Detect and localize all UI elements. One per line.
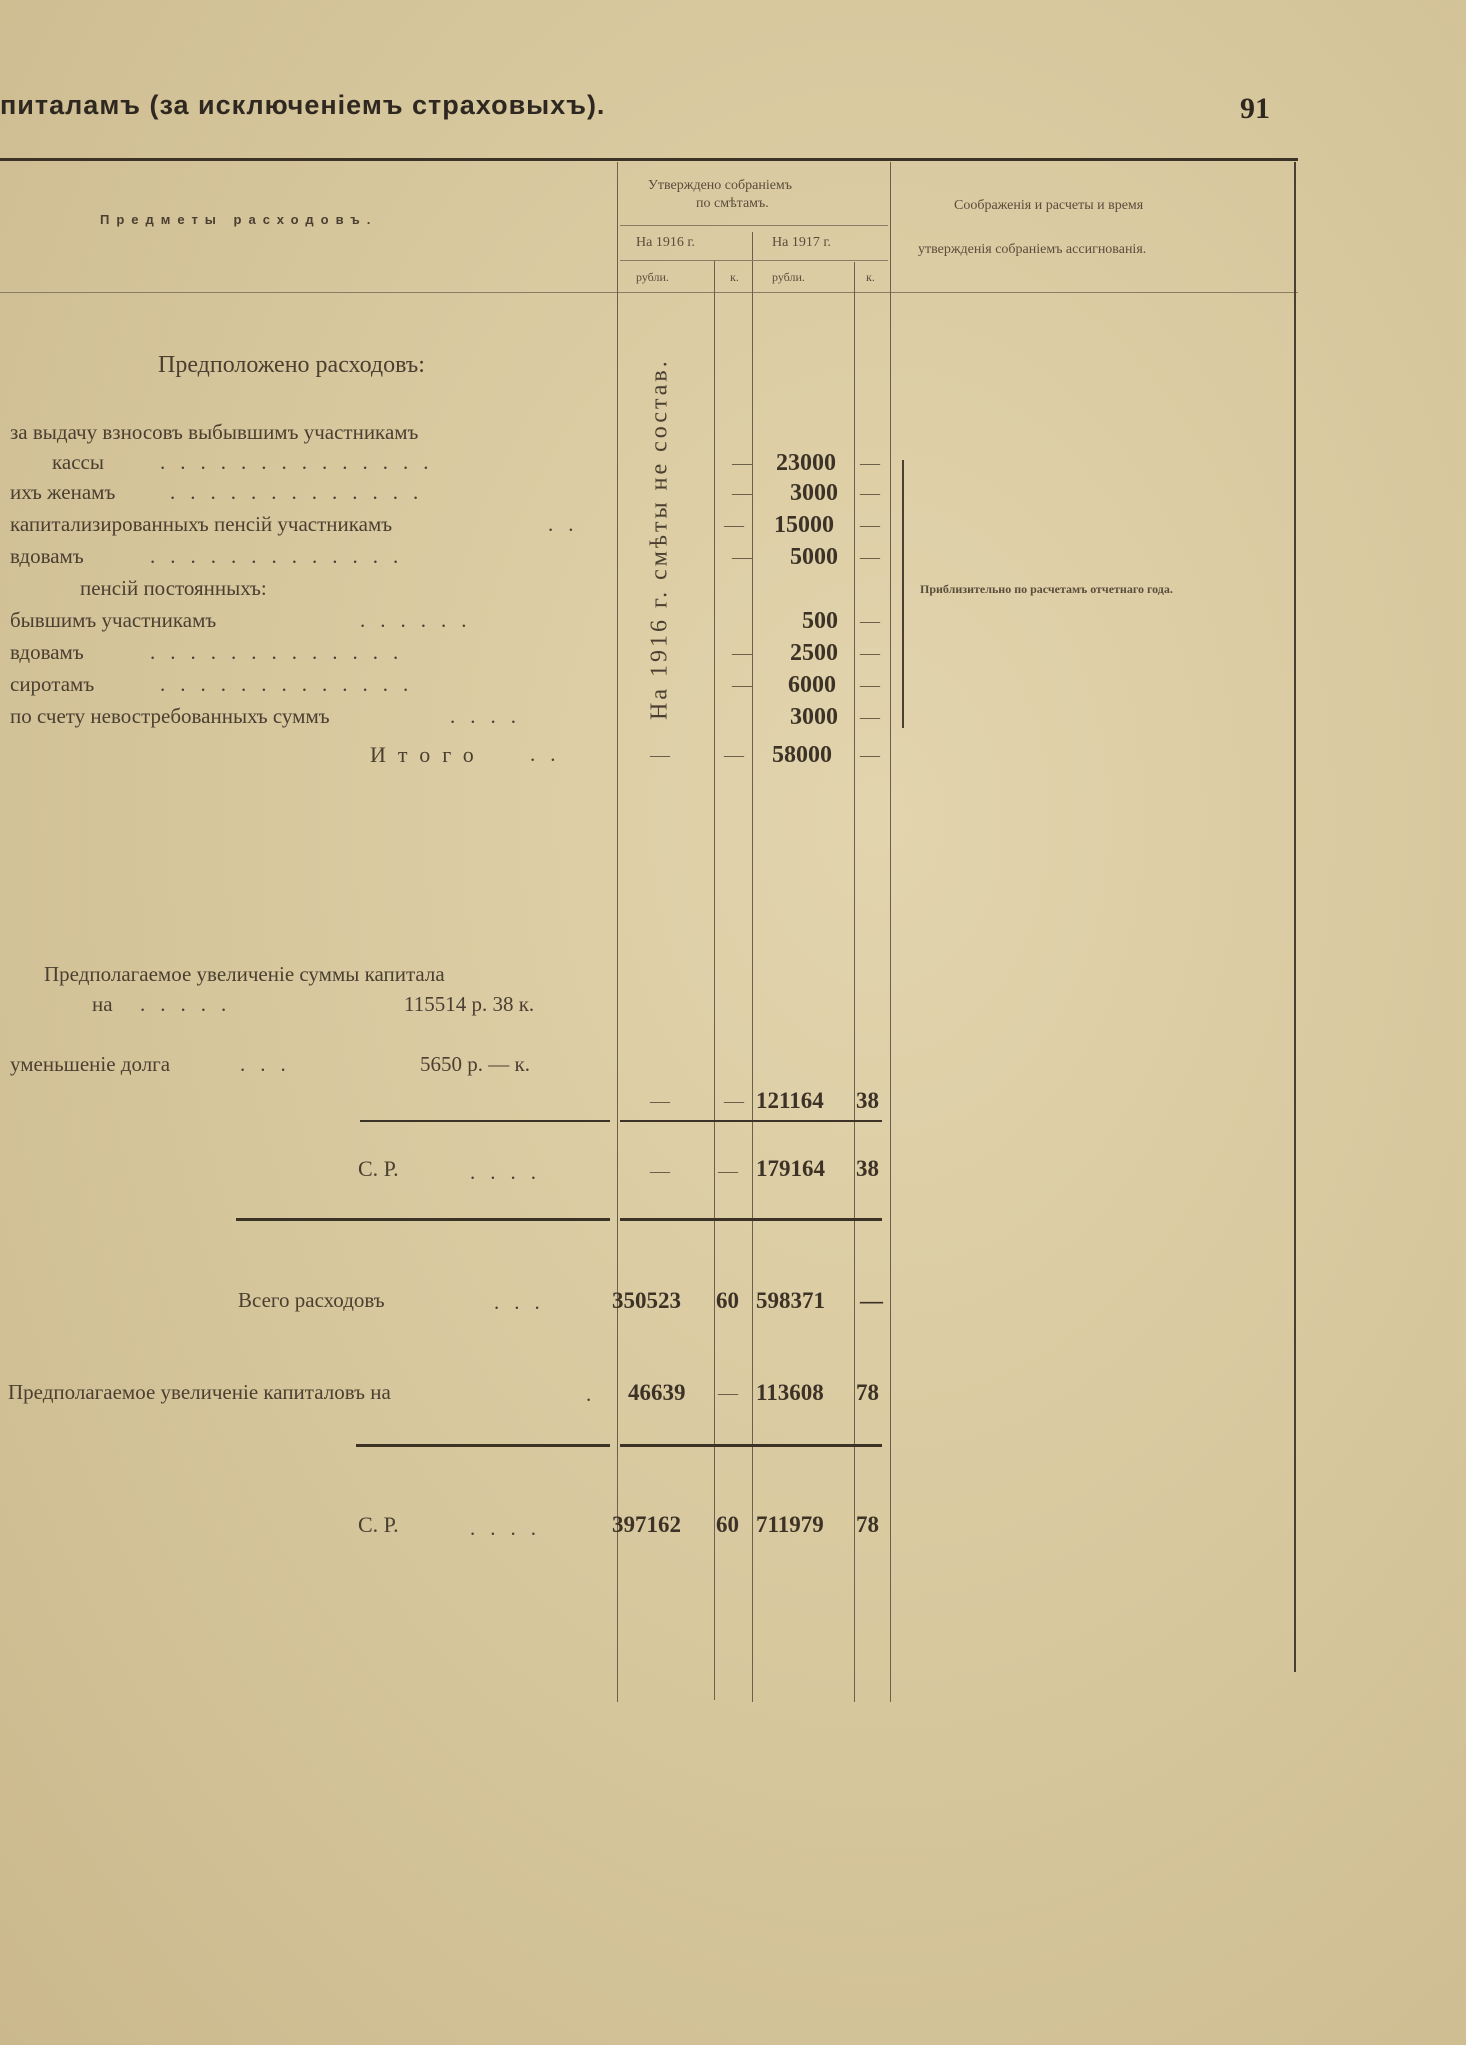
total-label: Итого [370, 742, 486, 767]
total-amount: 58000 [772, 742, 832, 768]
row-amount-7: 2500 [790, 640, 838, 666]
group-brace [902, 460, 904, 728]
row-kop-6: — [860, 610, 880, 632]
row-dash-3: — [724, 514, 744, 536]
row-amount-9: 3000 [790, 704, 838, 730]
top-rule [0, 158, 1298, 161]
row-dash-8: — [732, 674, 752, 696]
capital-increase-kop-1916: — [718, 1382, 738, 1404]
sr1-dash-1916-kop: — [718, 1160, 738, 1182]
col-header-rubles-1916: рубли. [636, 270, 669, 284]
row-leader-2: ............. [170, 480, 434, 504]
increase-capital-amount: 115514 р. 38 к. [404, 992, 535, 1016]
capital-increase-rub-1917: 113608 [756, 1380, 824, 1405]
col-header-kop-1916: к. [730, 270, 739, 284]
row-amount-4: 5000 [790, 544, 838, 570]
right-border [1294, 162, 1296, 1672]
year-rule [620, 260, 888, 261]
capital-increase-kop-1917: 78 [856, 1380, 879, 1405]
capital-increase-leader: . [586, 1382, 607, 1406]
row-kop-1: — [860, 452, 880, 474]
col-header-approved-2: по смѣтамъ. [696, 196, 769, 211]
row-amount-1: 23000 [776, 450, 836, 476]
row-kop-8: — [860, 674, 880, 696]
sr2-rub-1917: 711979 [756, 1512, 824, 1537]
page-number: 91 [1240, 92, 1270, 125]
row-amount-2: 3000 [790, 480, 838, 506]
row-label-4: вдовамъ [10, 544, 84, 568]
col-header-rubles-1917: рубли. [772, 270, 805, 284]
all-expenses-kop-1917: — [860, 1288, 883, 1313]
row-leader-8: ............. [160, 672, 424, 696]
col-header-kop-1917: к. [866, 270, 875, 284]
sr1-rule-bottom-right [620, 1218, 882, 1221]
col-header-approved-1: Утверждено собраніемъ [648, 178, 793, 193]
row-label-6: бывшимъ участникамъ [10, 608, 217, 632]
capital-increase-label: Предполагаемое увеличеніе капиталовъ на [8, 1380, 391, 1404]
col-header-remarks-2: утвержденія собраніемъ ассигнованія. [918, 242, 1147, 257]
col-divider-1916-kop [714, 260, 715, 1700]
col-divider-remarks [890, 162, 891, 1702]
capital-increase-rub-1916: 46639 [628, 1380, 686, 1405]
increase-capital-leader: ..... [140, 992, 242, 1016]
debt-reduction-label: уменьшеніе долга [10, 1052, 171, 1076]
debt-dash-1916: — [650, 1090, 670, 1112]
total-dash-1916: — [650, 744, 670, 766]
debt-dash-1916-kop: — [724, 1090, 744, 1112]
col-divider-1917 [752, 232, 753, 1702]
sr2-kop-1917: 78 [856, 1512, 879, 1537]
row-kop-3: — [860, 514, 880, 536]
sr2-kop-1916: 60 [716, 1512, 739, 1537]
sr2-leader: .... [470, 1516, 551, 1540]
total-kop: — [860, 744, 880, 766]
sr1-rule-bottom [236, 1218, 610, 1221]
row-label-2: ихъ женамъ [10, 480, 116, 504]
all-expenses-rub-1917: 598371 [756, 1288, 825, 1313]
increase-capital-line1: Предполагаемое увеличеніе суммы капитала [44, 962, 445, 986]
sr1-rule-top-right [620, 1120, 882, 1122]
row-label-3: капитализированныхъ пенсій участникамъ [10, 512, 393, 536]
approved-rule [620, 225, 888, 226]
col-header-remarks-1: Соображенія и расчеты и время [954, 198, 1144, 213]
row-label-8: сиротамъ [10, 672, 95, 696]
row-leader-6: ...... [360, 608, 482, 632]
all-expenses-kop-1916: 60 [716, 1288, 739, 1313]
all-expenses-leader: ... [494, 1290, 555, 1314]
col-header-subjects: Предметы расходовъ. [100, 212, 378, 227]
header-bottom-rule [0, 292, 1298, 293]
row-label-1: кассы [52, 450, 104, 474]
row-dash-7: — [732, 642, 752, 664]
row-leader-4: ............. [150, 544, 414, 568]
row-dash-1: — [732, 452, 752, 474]
row-label-9: по счету невостребованныхъ суммъ [10, 704, 330, 728]
row-amount-6: 500 [802, 608, 838, 634]
col-header-1917: На 1917 г. [772, 235, 831, 250]
row-label-5: пенсій постоянныхъ: [80, 576, 267, 600]
col-header-1916: На 1916 г. [636, 235, 695, 250]
row-amount-8: 6000 [788, 672, 836, 698]
row-kop-9: — [860, 706, 880, 728]
debt-reduction-amount: 5650 р. — к. [420, 1052, 530, 1076]
sr2-rub-1916: 397162 [612, 1512, 681, 1537]
row-kop-2: — [860, 482, 880, 504]
row-dash-4: — [732, 546, 752, 568]
debt-kop-1917: 38 [856, 1088, 879, 1113]
row-kop-7: — [860, 642, 880, 664]
col-divider-1917-kop [854, 262, 855, 1702]
row-label-7: вдовамъ [10, 640, 84, 664]
sr1-kop-1917: 38 [856, 1156, 879, 1181]
row-leader-9: .... [450, 704, 531, 728]
remark-text: Приблизительно по расчетамъ отчетнаго года. [920, 582, 1173, 596]
page-header-title: питаламъ (за исключеніемъ страховыхъ). [0, 90, 606, 120]
sr1-rule-top [360, 1120, 610, 1122]
row-kop-4: — [860, 546, 880, 568]
sr1-leader: .... [470, 1160, 551, 1184]
sr2-rule-top [356, 1444, 610, 1447]
increase-capital-line2: на [92, 992, 113, 1016]
col-divider-1916 [617, 162, 618, 1702]
debt-reduction-leader: ... [240, 1052, 301, 1076]
total-dash-1916-kop: — [724, 744, 744, 766]
sr2-label: С. Р. [358, 1512, 399, 1537]
sr1-dash-1916: — [650, 1160, 670, 1182]
sr2-rule-top-right [620, 1444, 882, 1447]
debt-rub-1917: 121164 [756, 1088, 824, 1113]
section-title: Предположено расходовъ: [158, 352, 425, 378]
row-leader-1: .............. [160, 450, 444, 474]
row-label-0: за выдачу взносовъ выбывшимъ участникамъ [10, 420, 419, 444]
total-leader: .. [530, 742, 571, 766]
all-expenses-label: Всего расходовъ [238, 1288, 385, 1312]
all-expenses-rub-1916: 350523 [612, 1288, 681, 1313]
row-dash-2: — [732, 482, 752, 504]
sr1-label: С. Р. [358, 1156, 399, 1181]
row-leader-7: ............. [150, 640, 414, 664]
sr1-rub-1917: 179164 [756, 1156, 825, 1181]
row-amount-3: 15000 [774, 512, 834, 538]
row-leader-3: .. [548, 512, 589, 536]
